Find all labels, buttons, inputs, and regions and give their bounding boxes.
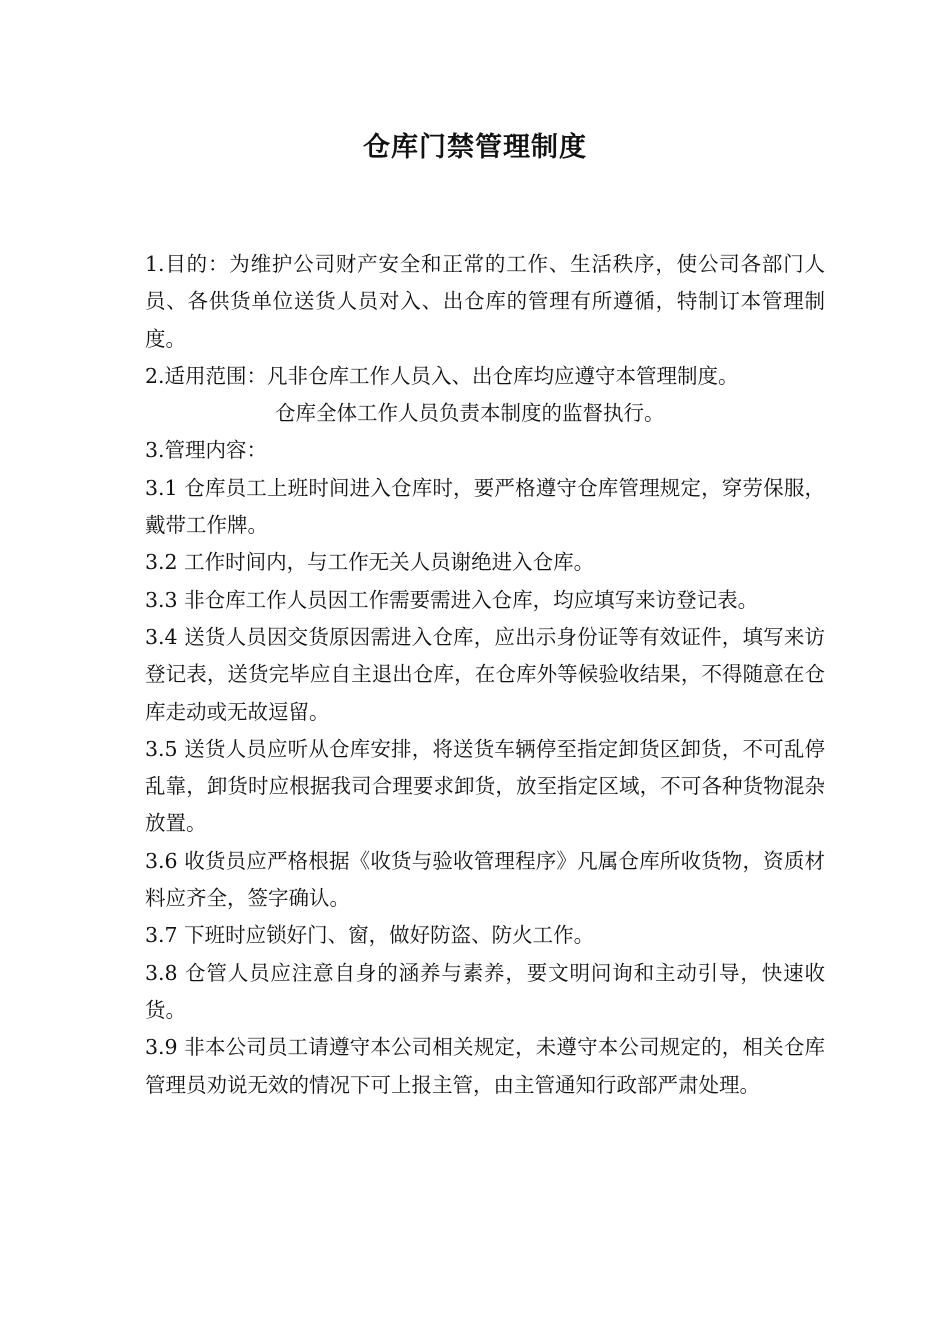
paragraph-3-3: 3.3 非仓库工作人员因工作需要需进入仓库，均应填写来访登记表。 xyxy=(145,587,759,612)
paragraph-3-9: 3.9 非本公司员工请遵守本公司相关规定，未遵守本公司规定的，相关仓库管理员劝说无效的情况下可上报主管，由主管通知行政部严肃处理。 xyxy=(145,1035,825,1097)
paragraph-3-7: 3.7 下班时应锁好门、窗，做好防盗、防火工作。 xyxy=(145,923,595,948)
document-body xyxy=(145,246,825,1104)
paragraph-content-heading: 3.管理内容： xyxy=(145,438,268,463)
paragraph-3-6: 3.6 收货员应严格根据《收货与验收管理程序》凡属仓库所收货物，资质材料应齐全，签字确认。 xyxy=(145,848,825,911)
paragraph-scope-supervision: 仓库全体工作人员负责本制度的监督执行。 xyxy=(275,401,665,426)
paragraph-3-1: 3.1 仓库员工上班时间进入仓库时，要严格遵守仓库管理规定，穿劳保服，戴带工作牌。 xyxy=(145,475,825,538)
paragraph-3-2: 3.2 工作时间内，与工作无关人员谢绝进入仓库。 xyxy=(145,550,595,575)
paragraph-scope: 2.适用范围：凡非仓库工作人员入、出仓库均应遵守本管理制度。 xyxy=(145,363,739,388)
paragraph-3-8: 3.8 仓管人员应注意自身的涵养与素养，要文明问询和主动引导，快速收货。 xyxy=(145,960,825,1022)
paragraph-3-5: 3.5 送货人员应听从仓库安排，将送货车辆停至指定卸货区卸货，不可乱停乱靠，卸货时应根据我司合理要求卸货，放至指定区域，不可各种货物混杂放置。 xyxy=(145,736,825,836)
paragraph-3-4: 3.4 送货人员因交货原因需进入仓库，应出示身份证等有效证件，填写来访登记表，送货完毕应自主退出仓库，在仓库外等候验收结果，不得随意在仓库走动或无故逗留。 xyxy=(145,624,825,724)
paragraph-purpose: 1.目的：为维护公司财产安全和正常的工作、生活秩序，使公司各部门人员、各供货单位送货人员对入、出仓库的管理有所遵循，特制订本管理制度。 xyxy=(145,252,825,351)
document-title: 仓库门禁管理制度 xyxy=(363,132,587,163)
